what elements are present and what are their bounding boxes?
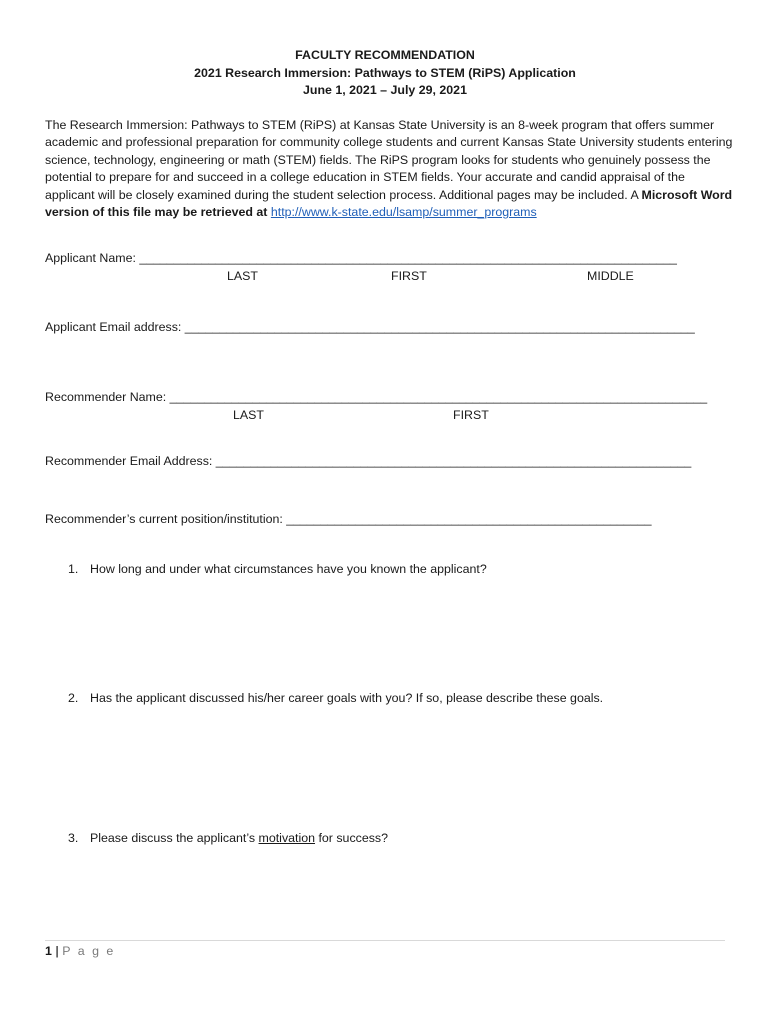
recommender-first-label: FIRST: [453, 408, 489, 422]
question-1-text: How long and under what circumstances have you known the applicant?: [90, 562, 487, 576]
page-label: P a g e: [62, 944, 116, 958]
form-dates: June 1, 2021 – July 29, 2021: [303, 83, 467, 97]
summer-programs-link[interactable]: http://www.k-state.edu/lsamp/summer_programs: [270, 205, 537, 220]
recommender-email-field[interactable]: Recommender Email Address: _____________________________________________________________________: [45, 454, 692, 468]
question-3-number: 3.: [68, 831, 79, 845]
recommender-name-field[interactable]: Recommender Name: ______________________________________________________________________________: [45, 390, 708, 404]
page-footer: [45, 944, 115, 958]
applicant-name-field[interactable]: Applicant Name: ______________________________________________________________________________: [45, 251, 677, 265]
question-3-underlined: motivation: [258, 831, 316, 845]
question-3-pre: Please discuss the applicant’s: [90, 831, 259, 845]
intro-paragraph: [45, 117, 735, 221]
page-number: 1: [45, 944, 52, 958]
footer-rule: [45, 940, 725, 941]
question-3-text: [90, 831, 388, 845]
question-2-number: 2.: [68, 691, 79, 705]
question-3-post: for success?: [315, 831, 389, 845]
form-subtitle: 2021 Research Immersion: Pathways to STEM (RiPS) Application: [194, 66, 576, 80]
applicant-first-label: FIRST: [391, 269, 427, 283]
footer-separator: |: [55, 944, 59, 958]
recommender-last-label: LAST: [233, 408, 264, 422]
applicant-email-field[interactable]: Applicant Email address: __________________________________________________________________________: [45, 320, 695, 334]
intro-bold-text: Microsoft Word version of this file may be retrieved at: [45, 187, 733, 220]
recommender-position-field[interactable]: Recommender’s current position/institution: _____________________________________________________: [45, 512, 652, 526]
applicant-middle-label: MIDDLE: [587, 269, 634, 283]
form-title: FACULTY RECOMMENDATION: [295, 48, 475, 62]
question-2-text: Has the applicant discussed his/her career goals with you? If so, please describe these goals.: [90, 691, 604, 705]
intro-text: The Research Immersion: Pathways to STEM (RiPS) at Kansas State University is an 8-week program that offers summer academic and professional preparation for community college students and current Kansas State University students entering science, technology, engineering or math (STEM) fields. The RiPS program looks for students who genuinely possess the potential to prepare for and succeed in a college education in STEM fields. Your accurate and candid appraisal of the applicant will be closely examined during the student selection process. Additional pages may be included. A: [45, 118, 733, 202]
question-1-number: 1.: [68, 562, 79, 576]
applicant-last-label: LAST: [227, 269, 258, 283]
